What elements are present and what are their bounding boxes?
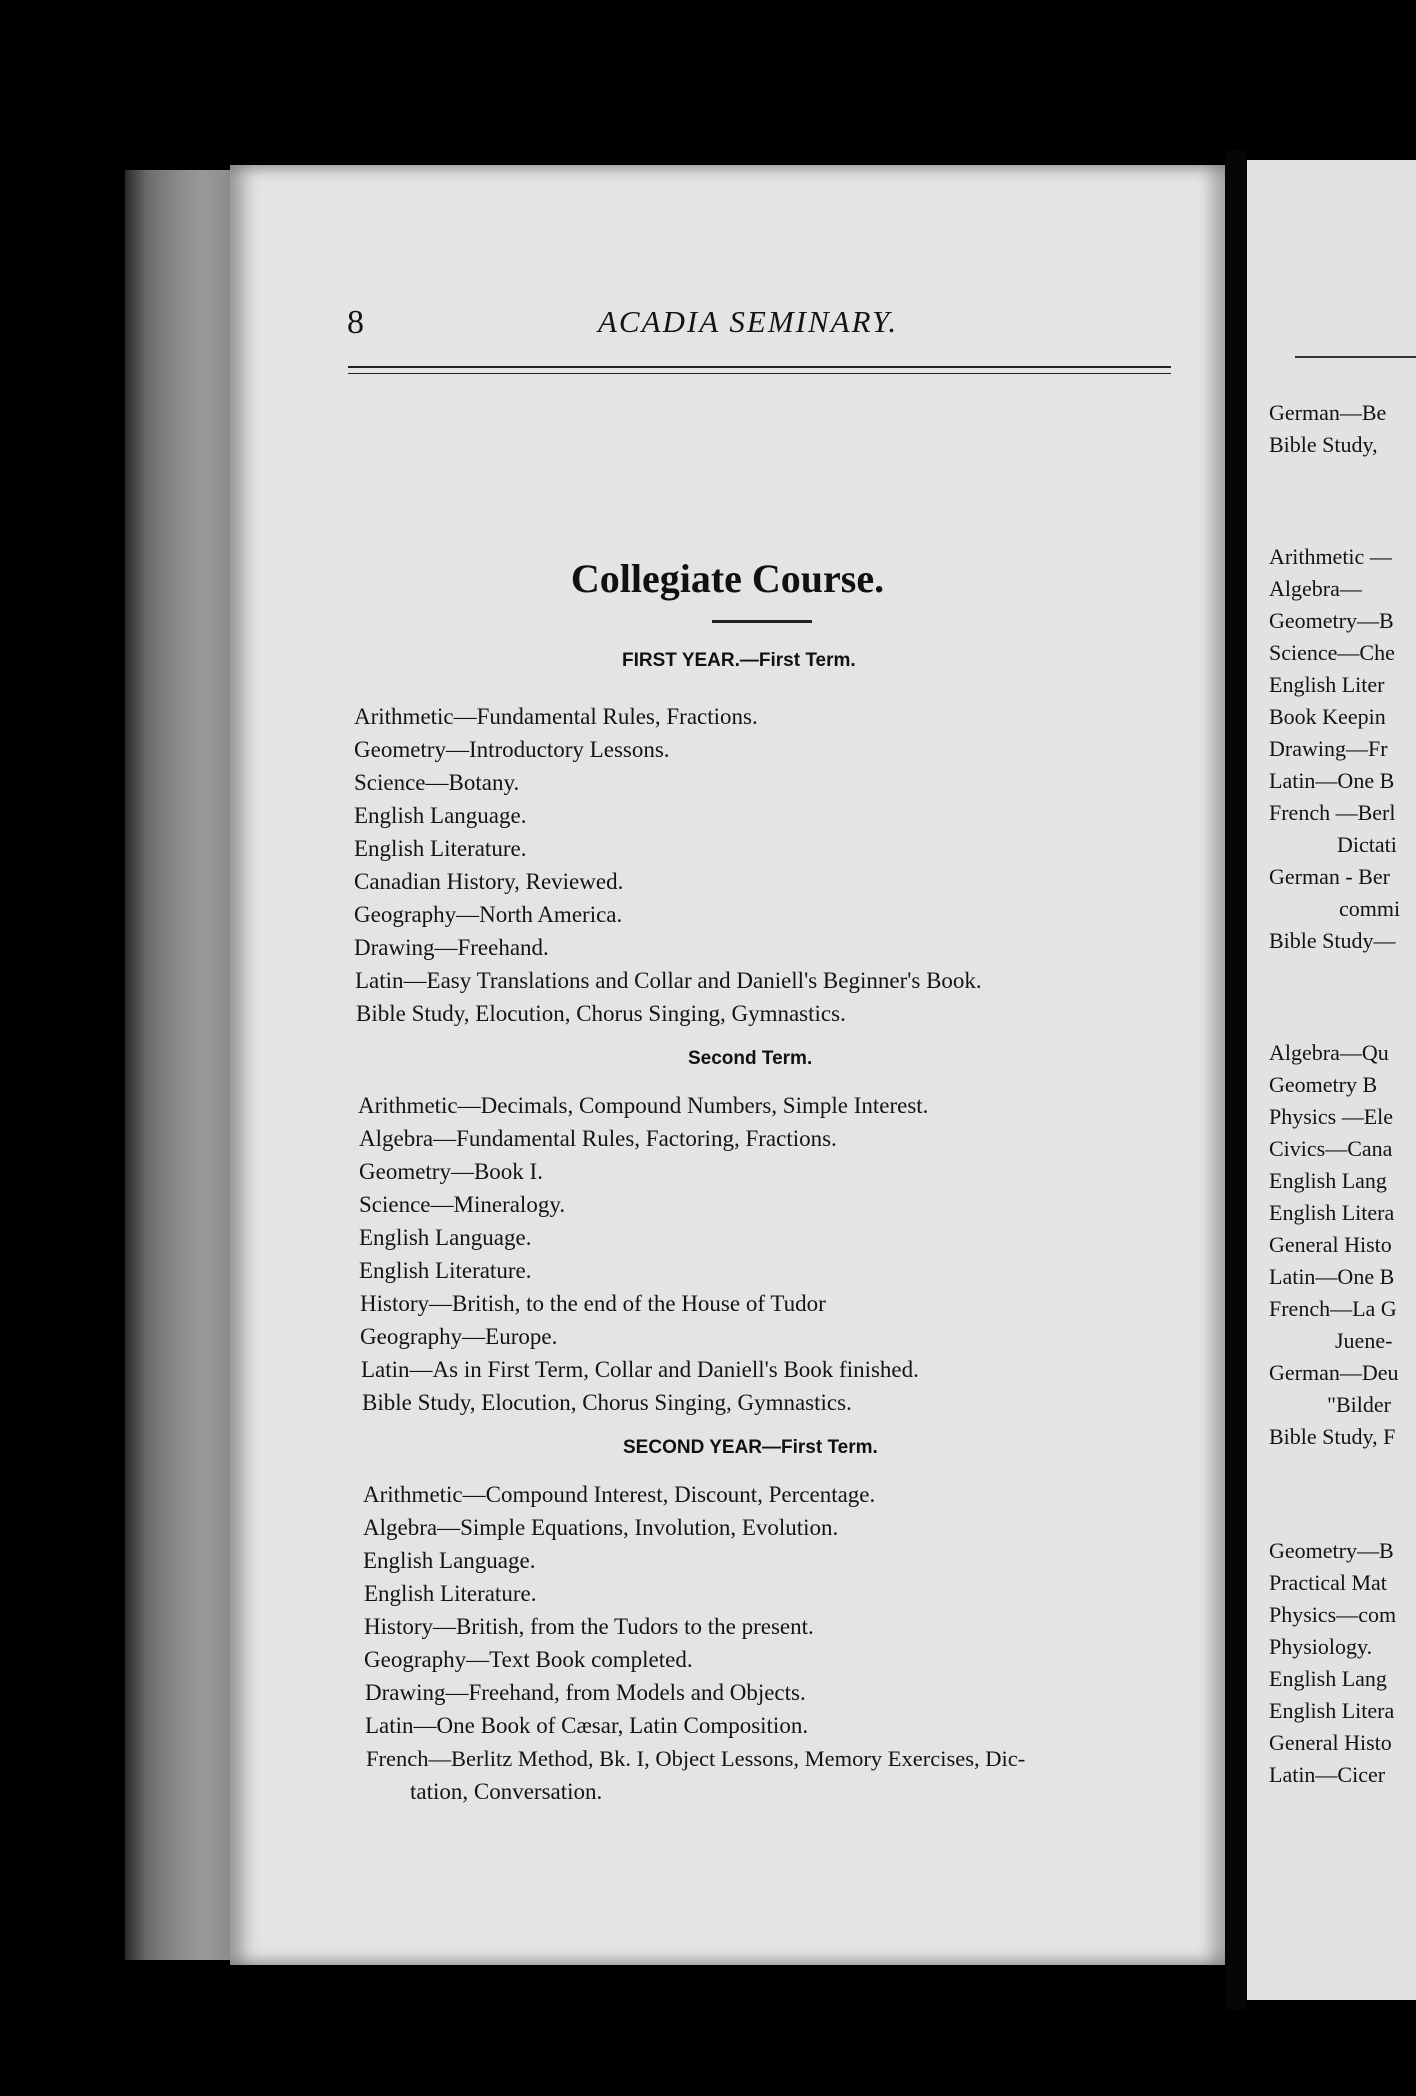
course-line: French—Berlitz Method, Bk. I, Object Lessons, Memory Exercises, Dic- bbox=[366, 1746, 1026, 1771]
course-line: English Literature. bbox=[364, 1581, 537, 1606]
course-line: Canadian History, Reviewed. bbox=[354, 869, 624, 894]
course-title: Collegiate Course. bbox=[570, 556, 885, 601]
right-page-line: General Histo bbox=[1269, 1232, 1392, 1257]
course-line: History—British, to the end of the House of Tudor bbox=[360, 1291, 826, 1316]
right-page-line: Arithmetic — bbox=[1269, 544, 1392, 569]
right-page-line: Dictati bbox=[1337, 832, 1397, 857]
section-heading-second-term: Second Term. bbox=[688, 1048, 813, 1069]
right-page-line: Bible Study— bbox=[1269, 928, 1396, 953]
right-page-line: English Lang bbox=[1269, 1168, 1387, 1193]
right-page-line: Physics—com bbox=[1269, 1602, 1397, 1627]
course-line: Geography—Text Book completed. bbox=[364, 1647, 693, 1672]
right-page-line: Book Keepin bbox=[1269, 704, 1386, 729]
course-line: English Literature. bbox=[359, 1258, 532, 1283]
course-line: Arithmetic—Fundamental Rules, Fractions. bbox=[354, 704, 758, 729]
right-page-line: Algebra— bbox=[1269, 576, 1362, 601]
section-heading-first-year-first-term: FIRST YEAR.—First Term. bbox=[622, 650, 856, 671]
section-heading-second-year-first-term: SECOND YEAR—First Term. bbox=[623, 1437, 878, 1458]
course-line: Algebra—Simple Equations, Involution, Evolution. bbox=[363, 1515, 839, 1540]
right-page-line: English Lang bbox=[1269, 1666, 1387, 1691]
right-page-line: Bible Study, bbox=[1269, 432, 1378, 457]
header-rule-bottom bbox=[348, 373, 1171, 374]
right-page-line: German—Deu bbox=[1269, 1360, 1399, 1385]
right-page-line: Latin—One B bbox=[1269, 1264, 1395, 1289]
course-line: tation, Conversation. bbox=[410, 1779, 603, 1804]
right-page-line: French—La G bbox=[1269, 1296, 1397, 1321]
right-page bbox=[1247, 160, 1416, 2000]
course-line: Bible Study, Elocution, Chorus Singing, Gymnastics. bbox=[362, 1390, 852, 1415]
right-page-line: Latin—Cicer bbox=[1269, 1762, 1386, 1787]
right-page-line: Juene- bbox=[1335, 1328, 1393, 1353]
course-line: Geometry—Book I. bbox=[359, 1159, 543, 1184]
course-line: Science—Botany. bbox=[354, 770, 520, 795]
course-line: English Language. bbox=[363, 1548, 536, 1573]
right-page-line: commi bbox=[1339, 896, 1401, 921]
right-page-line: General Histo bbox=[1269, 1730, 1392, 1755]
right-page-line: English Liter bbox=[1269, 672, 1385, 697]
book-gutter bbox=[1225, 150, 1247, 2010]
right-page-line: English Litera bbox=[1269, 1200, 1395, 1225]
right-page-line: German—Be bbox=[1269, 400, 1387, 425]
course-line: Geography—Europe. bbox=[360, 1324, 558, 1349]
right-page-line: Geometry—B bbox=[1269, 608, 1394, 633]
course-line: Latin—Easy Translations and Collar and Daniell's Beginner's Book. bbox=[355, 968, 982, 993]
course-line: Bible Study, Elocution, Chorus Singing, Gymnastics. bbox=[356, 1001, 846, 1026]
page-edges bbox=[125, 170, 235, 1960]
course-line: English Literature. bbox=[354, 836, 527, 861]
course-line: Geometry—Introductory Lessons. bbox=[354, 737, 670, 762]
right-page-line: Science—Che bbox=[1269, 640, 1395, 665]
right-page-line: German - Ber bbox=[1269, 864, 1390, 889]
right-page-line: Drawing—Fr bbox=[1269, 736, 1388, 761]
course-line: Arithmetic—Compound Interest, Discount, Percentage. bbox=[363, 1482, 876, 1507]
course-line: Arithmetic—Decimals, Compound Numbers, Simple Interest. bbox=[358, 1093, 929, 1118]
right-page-line: Practical Mat bbox=[1269, 1570, 1387, 1595]
course-line: Drawing—Freehand, from Models and Objects. bbox=[365, 1680, 806, 1705]
course-line: Geography—North America. bbox=[354, 902, 623, 927]
right-page-line: Latin—One B bbox=[1269, 768, 1395, 793]
right-page-line: French —Berl bbox=[1269, 800, 1396, 825]
running-title: ACADIA SEMINARY. bbox=[598, 304, 899, 339]
right-page-line: Civics—Cana bbox=[1269, 1136, 1393, 1161]
course-title-underline bbox=[712, 620, 812, 623]
right-page-line: Algebra—Qu bbox=[1269, 1040, 1389, 1065]
right-page-line: English Litera bbox=[1269, 1698, 1395, 1723]
right-page-line: Geometry B bbox=[1269, 1072, 1378, 1097]
right-page-line: Geometry—B bbox=[1269, 1538, 1394, 1563]
course-line: English Language. bbox=[354, 803, 527, 828]
right-page-line: Bible Study, F bbox=[1269, 1424, 1396, 1449]
page-number: 8 bbox=[347, 304, 364, 341]
course-line: Latin—One Book of Cæsar, Latin Composition. bbox=[365, 1713, 809, 1738]
course-line: Latin—As in First Term, Collar and Daniell's Book finished. bbox=[361, 1357, 919, 1382]
course-line: Drawing—Freehand. bbox=[354, 935, 549, 960]
right-page-rule bbox=[1295, 356, 1416, 358]
right-page-line: Physics —Ele bbox=[1269, 1104, 1394, 1129]
right-page-line: Physiology. bbox=[1269, 1634, 1373, 1659]
course-line: Science—Mineralogy. bbox=[359, 1192, 566, 1217]
course-line: English Language. bbox=[359, 1225, 532, 1250]
right-page-line: "Bilder bbox=[1327, 1392, 1391, 1417]
header-rule-top bbox=[348, 366, 1171, 368]
course-line: Algebra—Fundamental Rules, Factoring, Fractions. bbox=[359, 1126, 837, 1151]
course-line: History—British, from the Tudors to the present. bbox=[364, 1614, 814, 1639]
